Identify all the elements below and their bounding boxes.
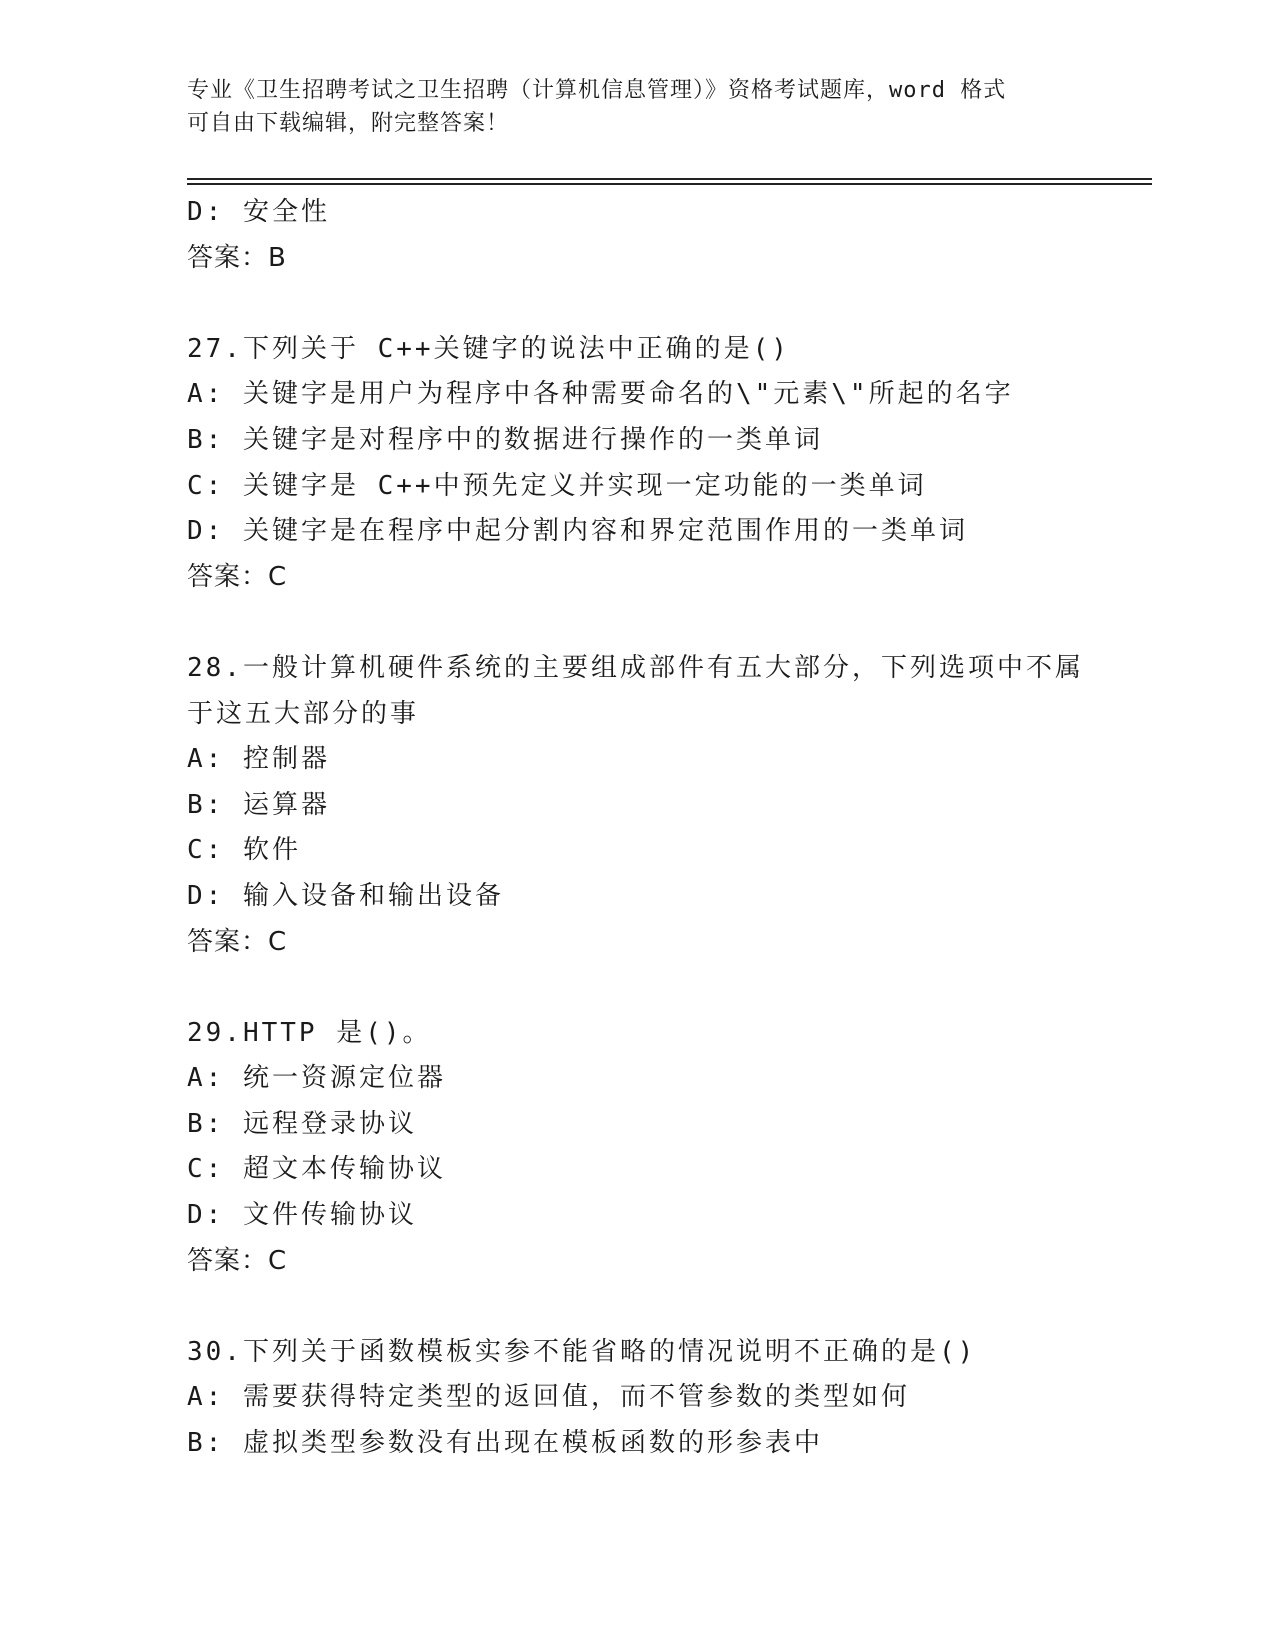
header-line-2: 可自由下载编辑，附完整答案！ [187,111,510,136]
answer-line: 答案：C [187,926,288,957]
option-b: B: 运算器 [187,789,330,820]
option-d: D: 安全性 [187,197,330,227]
question-stem: 27.下列关于 C++关键字的说法中正确的是() [187,333,790,364]
question-stem: 28.一般计算机硬件系统的主要组成部件有五大部分，下列选项中不属 [187,652,1084,683]
answer-line: 答案：C [187,1245,288,1276]
question-29 [187,1011,1147,1285]
option-d: D: 输入设备和输出设备 [187,880,504,911]
question-28 [187,646,1147,965]
question-stem: 30.下列关于函数模板实参不能省略的情况说明不正确的是() [187,1336,977,1367]
answer-line: 答案：C [187,561,288,592]
option-b: B: 虚拟类型参数没有出现在模板函数的形参表中 [187,1428,823,1459]
option-d: D: 关键字是在程序中起分割内容和界定范围作用的一类单词 [187,516,968,547]
option-b: B: 关键字是对程序中的数据进行操作的一类单词 [187,424,823,455]
option-a: A: 关键字是用户为程序中各种需要命名的\"元素\"所起的名字 [187,379,1014,410]
question-27 [187,327,1147,601]
spacer [187,281,1147,327]
header-divider-bottom [187,183,1152,185]
question-list [187,190,1147,1467]
header-line-1: 专业《卫生招聘考试之卫生招聘（计算机信息管理）》资格考试题库，word 格式 [187,78,1007,103]
option-c: C: 超文本传输协议 [187,1154,446,1185]
option-d: D: 文件传输协议 [187,1200,417,1231]
document-header [187,74,1087,140]
option-a: A: 控制器 [187,744,330,775]
option-a: A: 需要获得特定类型的返回值，而不管参数的类型如何 [187,1382,910,1413]
header-divider-top [187,178,1152,180]
option-c: C: 软件 [187,835,301,866]
spacer [187,1284,1147,1330]
question-stem-continued: 于这五大部分的事 [187,698,420,729]
question-stem: 29.HTTP 是()。 [187,1017,432,1048]
option-b: B: 远程登录协议 [187,1108,417,1139]
spacer [187,965,1147,1011]
spacer [187,600,1147,646]
answer-line: 答案：B [187,242,287,273]
question-30 [187,1330,1147,1467]
option-a: A: 统一资源定位器 [187,1063,446,1094]
option-c: C: 关键字是 C++中预先定义并实现一定功能的一类单词 [187,470,927,501]
